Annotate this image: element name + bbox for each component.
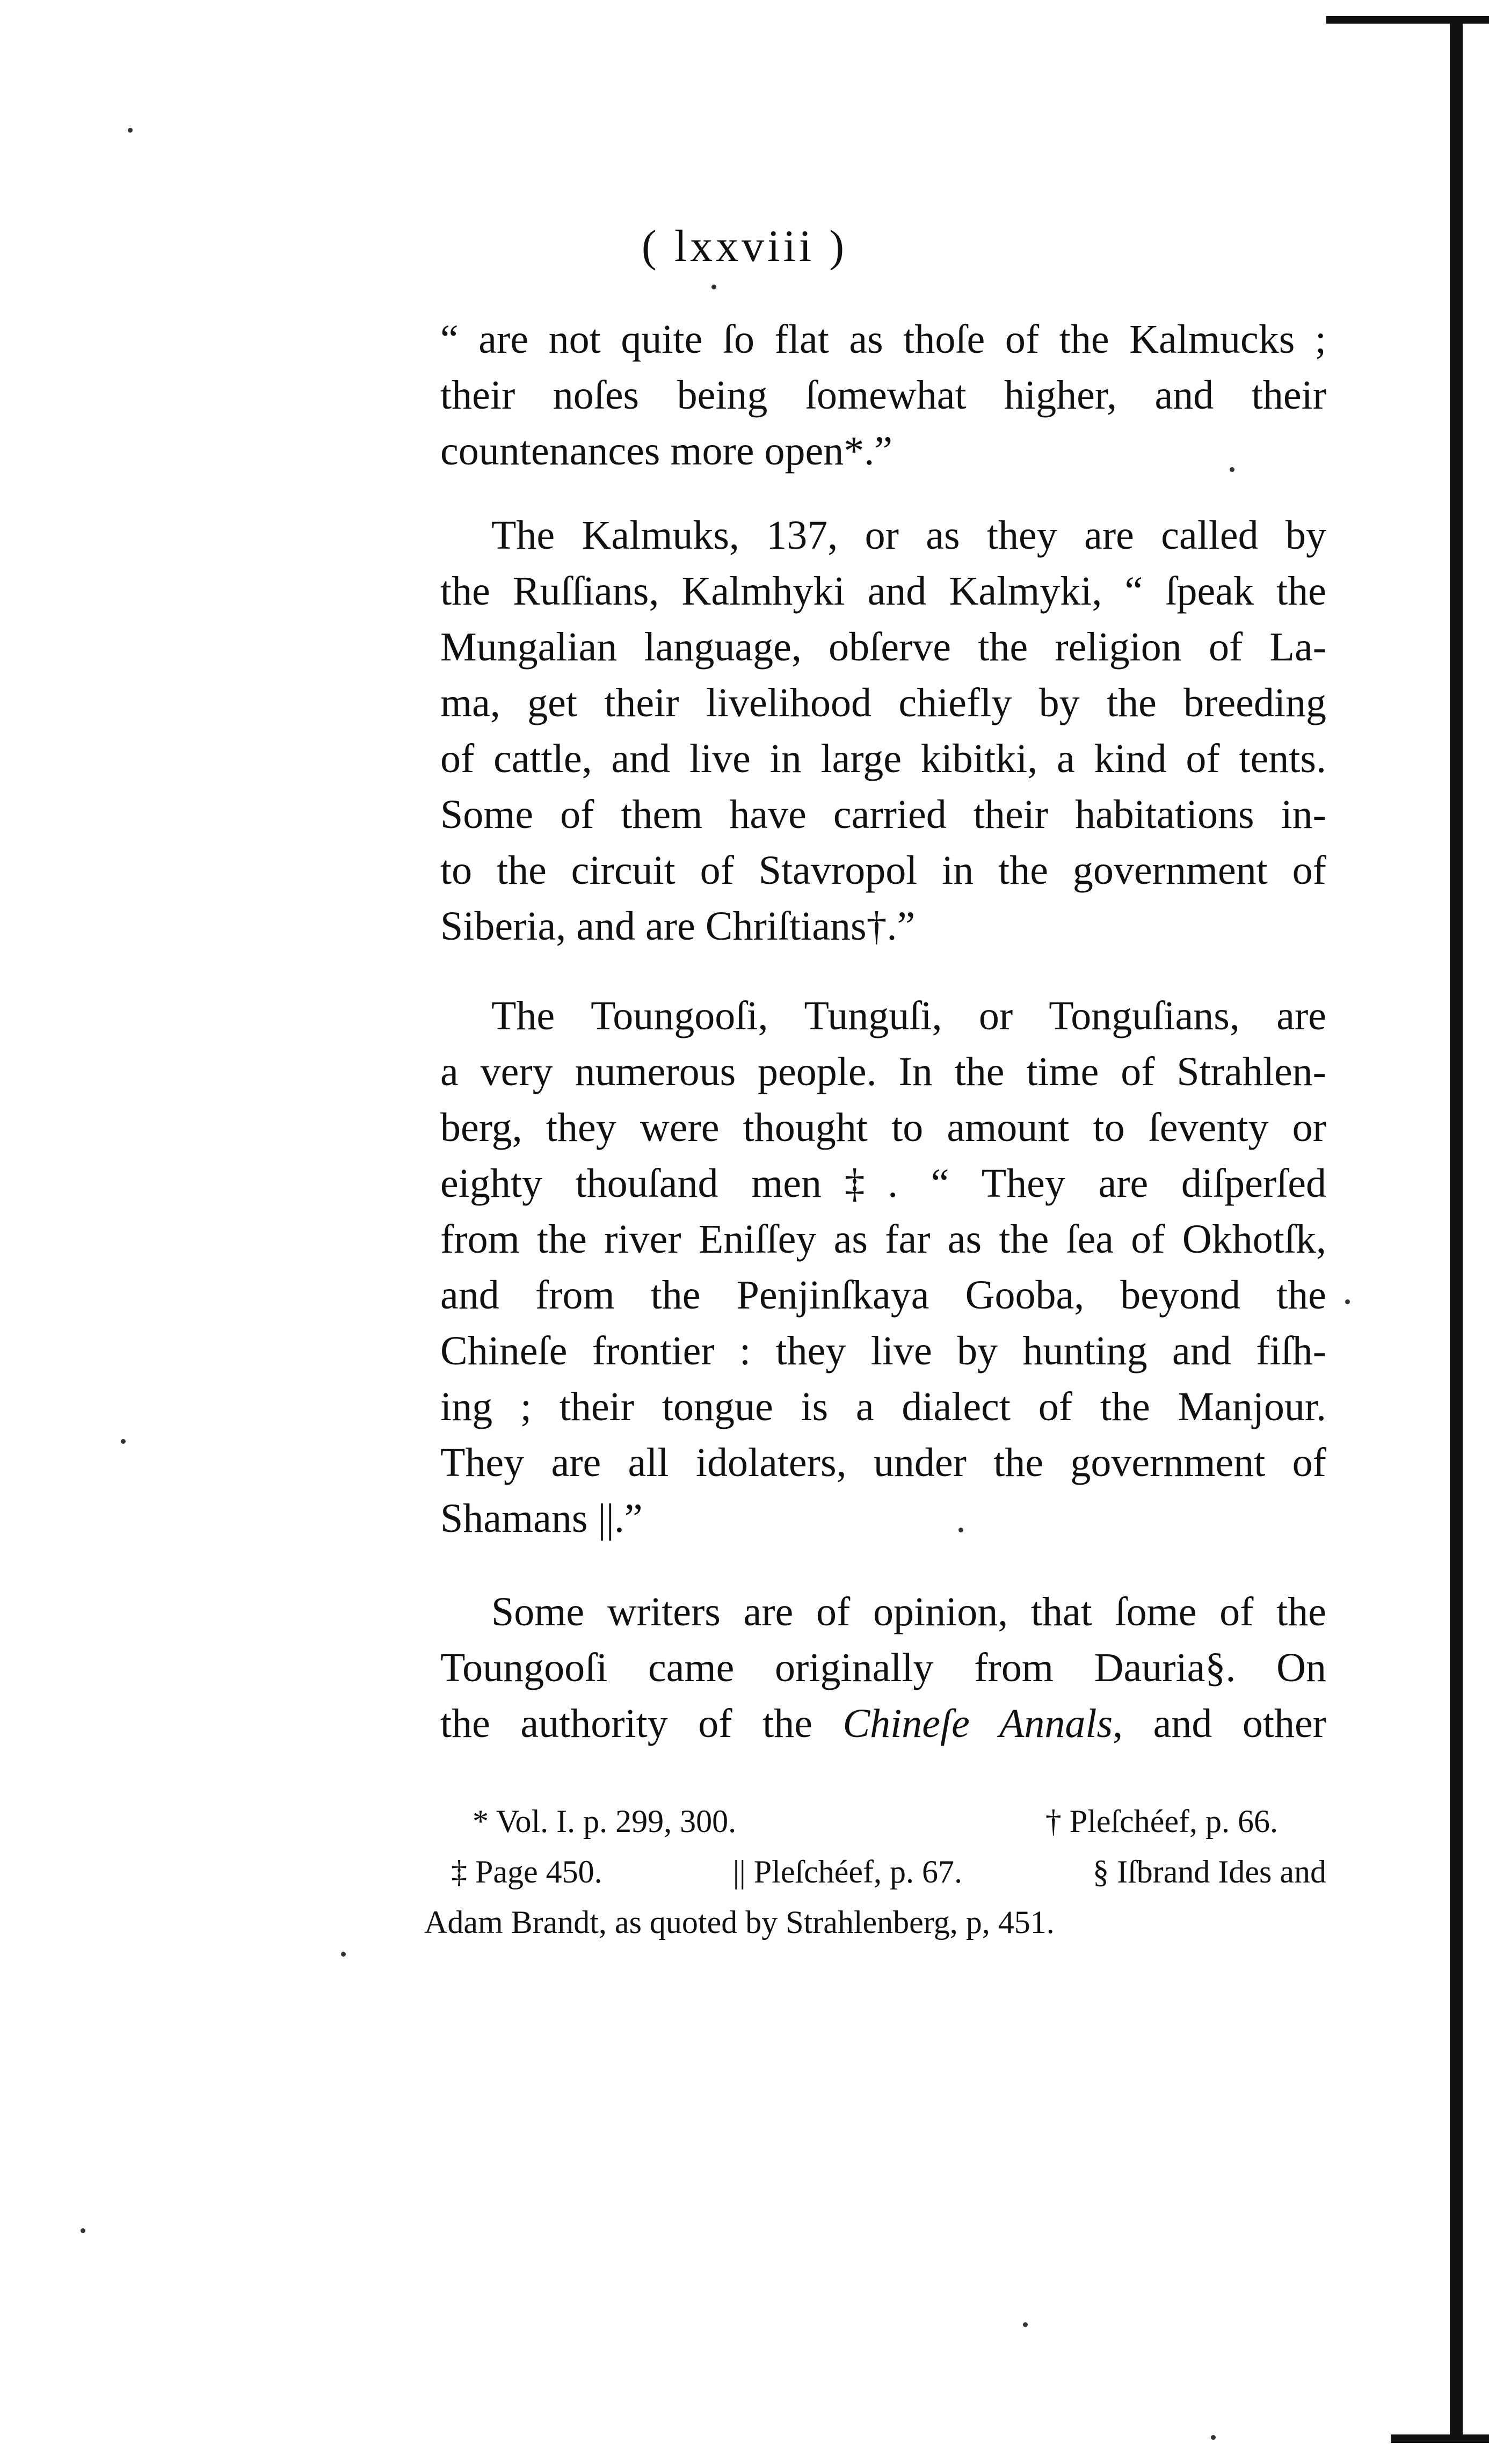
paragraph-1 (440, 311, 1326, 479)
scan-speck (1023, 2322, 1028, 2327)
footnote-dagger: † Pleſchéef, p. 66. (1045, 1804, 1278, 1839)
footnotes (424, 1796, 1326, 1947)
text-line: eighty thouſand men‡. “ They are diſperſed (440, 1161, 1326, 1206)
text-line: berg, they were thought to amount to ſeventy or (440, 1105, 1326, 1150)
text-line: Some of them have carried their habitations in- (440, 792, 1326, 837)
text-line: “ are not quite ſo flat as thoſe of the Kalmucks ; (440, 317, 1326, 362)
text-line: countenances more open*.” (440, 428, 892, 474)
text-line: Some writers are of opinion, that ſome of the (491, 1589, 1326, 1634)
text-line: ma, get their livelihood chiefly by the breeding (440, 680, 1326, 725)
text-line: the Ruſſians, Kalmhyki and Kalmyki, “ ſpeak the (440, 569, 1326, 614)
scan-speck (958, 1528, 963, 1532)
text-line: Chineſe frontier : they live by hunting and fiſh- (440, 1328, 1326, 1373)
paragraph-2 (440, 507, 1326, 954)
italic-title: Chineſe Annals (842, 1701, 1113, 1746)
text-line (440, 1696, 1326, 1751)
text-line: Toungooſi came originally from Dauria§. On (440, 1645, 1326, 1690)
footnote-continuation: Adam Brandt, as quoted by Strahlenberg, p, 451. (424, 1905, 1055, 1940)
text-line: The Kalmuks, 137, or as they are called by (491, 513, 1326, 558)
scan-speck (711, 285, 716, 289)
footnote-line (424, 1796, 1326, 1847)
footnote-double-dagger: ‡ Page 450. (451, 1854, 602, 1889)
binding-bracket-bar (1450, 16, 1463, 2443)
scan-speck (1345, 1299, 1350, 1304)
scan-speck (341, 1952, 346, 1957)
paragraph-3 (440, 988, 1326, 1546)
text-line: ing ; their tongue is a dialect of the Manjour. (440, 1384, 1326, 1429)
text-line: Shamans ||.” (440, 1496, 643, 1541)
text-line: to the circuit of Stavropol in the government of (440, 848, 1326, 893)
footnote-line (424, 1897, 1326, 1947)
scan-speck (128, 128, 133, 133)
text-line: from the river Eniſſey as far as the ſea of Okhotſk, (440, 1217, 1326, 1262)
footnote-star: * Vol. I. p. 299, 300. (473, 1804, 737, 1839)
text-fragment: , and other (1113, 1701, 1326, 1746)
scan-speck (81, 2228, 85, 2233)
text-line: The Toungooſi, Tunguſi, or Tonguſians, are (491, 993, 1326, 1038)
footnote-section: § Iſbrand Ides and (1093, 1854, 1326, 1889)
paragraph-4 (440, 1584, 1326, 1751)
text-line: Siberia, and are Chriſtians†.” (440, 904, 916, 949)
footnote-parallel: || Pleſchéef, p. 67. (732, 1854, 963, 1889)
text-line: their noſes being ſomewhat higher, and their (440, 373, 1326, 418)
text-line: and from the Penjinſkaya Gooba, beyond the (440, 1273, 1326, 1318)
text-line: a very numerous people. In the time of Strahlen- (440, 1049, 1326, 1094)
scan-speck (1230, 467, 1234, 472)
text-fragment: the authority of the (440, 1701, 843, 1746)
footnote-line (424, 1847, 1326, 1897)
binding-bracket-bottom (1391, 2434, 1489, 2443)
text-line: of cattle, and live in large kibitki, a kind of tents. (440, 736, 1326, 781)
text-line: Mungalian language, obſerve the religion of La- (440, 624, 1326, 670)
scan-speck (121, 1439, 126, 1444)
text-line: They are all idolaters, under the government of (440, 1440, 1326, 1485)
binding-bracket-top (1326, 16, 1489, 24)
page-number-header: ( lxxviii ) (641, 221, 848, 271)
scan-speck (1211, 2435, 1216, 2440)
